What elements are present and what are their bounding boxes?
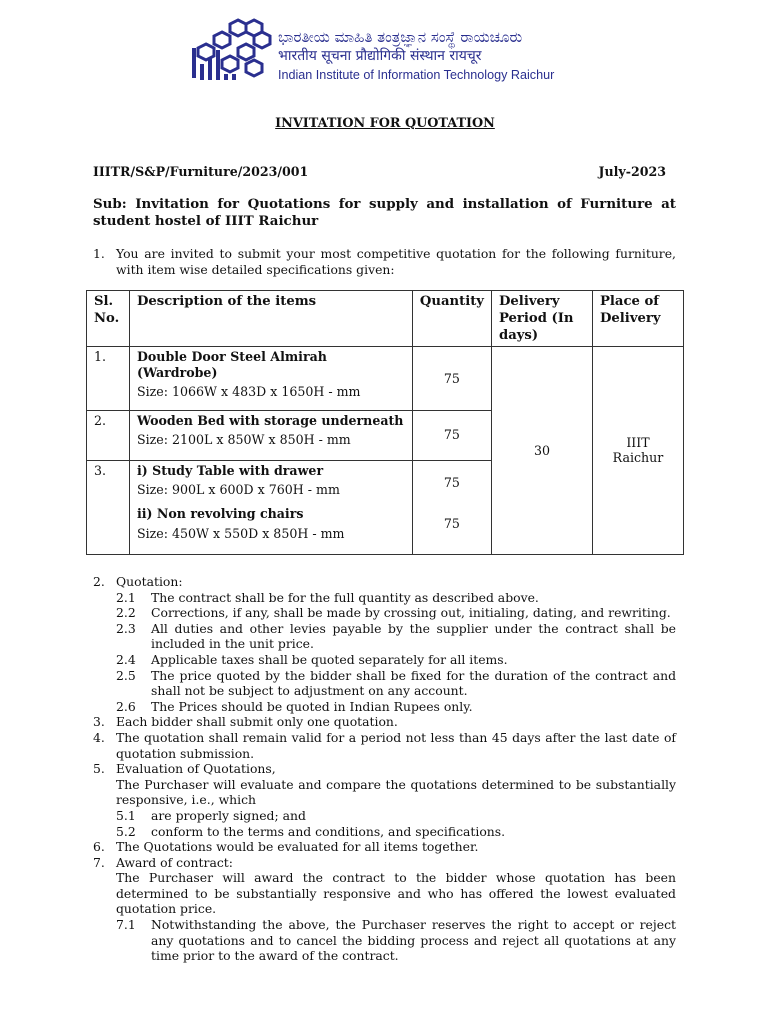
table-header-row xyxy=(87,291,684,347)
item-size: Size: 1066W x 483D x 1650H - mm xyxy=(136,384,361,400)
institute-logo xyxy=(190,18,590,88)
header-quantity: Quantity xyxy=(412,291,491,347)
terms-list xyxy=(93,574,676,964)
list-subitem xyxy=(93,808,676,824)
item-body: The Purchaser will award the contract to the bidder whose quotation has been determined to be substantially responsive and who has offered the lowest evaluated quotation price. xyxy=(116,870,676,917)
subitem-number: 2.5 xyxy=(116,667,136,683)
list-subitem xyxy=(93,652,676,668)
header-place-of-delivery: Place of Delivery xyxy=(592,291,683,347)
item-name: i) Study Table with drawer xyxy=(136,462,324,478)
item-number: 3. xyxy=(93,714,105,730)
subitem-number: 2.1 xyxy=(116,589,136,605)
subitem-text: The Prices should be quoted in Indian Rupees only. xyxy=(151,698,473,714)
item-size: Size: 900L x 600D x 760H - mm xyxy=(136,482,340,498)
subitem-text: conform to the terms and conditions, and specifications. xyxy=(151,823,506,839)
quantity-1: 75 xyxy=(443,474,460,490)
delivery-period-cell: 30 xyxy=(491,347,592,555)
item-number: 7. xyxy=(93,854,105,870)
logo-text-english: Indian Institute of Information Technology Raichur xyxy=(278,68,555,82)
item-number: 5. xyxy=(93,761,105,777)
list-subitem xyxy=(93,605,676,621)
row-description xyxy=(129,460,412,554)
list-subitem xyxy=(93,699,676,715)
list-subitem xyxy=(93,917,676,964)
row-sl: 3. xyxy=(87,460,130,554)
item-name: Wooden Bed with storage underneath xyxy=(136,412,404,428)
row-quantity: 75 xyxy=(412,410,491,460)
row-sl: 2. xyxy=(87,410,130,460)
item-name: Double Door Steel Almirah (Wardrobe) xyxy=(136,349,327,380)
subject-line: Sub: Invitation for Quotations for supply and installation of Furniture at student hostel of IIIT Raichur xyxy=(93,196,676,229)
item-size: Size: 2100L x 850W x 850H - mm xyxy=(136,432,351,448)
list-item xyxy=(93,839,676,855)
subitem-text: are properly signed; and xyxy=(151,807,306,823)
document-date: July-2023 xyxy=(598,164,666,179)
row-quantity xyxy=(412,460,491,554)
quantity-2: 75 xyxy=(443,516,460,532)
list-subitem xyxy=(93,621,676,652)
list-item xyxy=(93,730,676,761)
paragraph-1 xyxy=(93,246,676,277)
list-item xyxy=(93,761,676,808)
place-of-delivery-cell: IIIT Raichur xyxy=(592,347,683,555)
subitem-text: Applicable taxes shall be quoted separately for all items. xyxy=(151,651,508,667)
item-number: 6. xyxy=(93,839,105,855)
logo-text-hindi: भारतीय सूचना प्रौद्योगिकी संस्थान रायचूर xyxy=(278,48,482,64)
document-title: INVITATION FOR QUOTATION xyxy=(275,116,495,131)
item-text: Each bidder shall submit only one quotation. xyxy=(116,714,398,730)
header-description: Description of the items xyxy=(129,291,412,347)
item-size-2: Size: 450W x 550D x 850H - mm xyxy=(136,525,345,541)
hexagon-logo-icon xyxy=(190,18,274,84)
logo-text-kannada: ಭಾರತೀಯ ಮಾಹಿತಿ ತಂತ್ರಜ್ಞಾನ ಸಂಸ್ಥೆ ರಾಯಚೂರು xyxy=(278,28,523,46)
reference-number: IIITR/S&P/Furniture/2023/001 xyxy=(93,164,309,179)
header-sl-no: Sl. No. xyxy=(87,291,130,347)
subitem-number: 2.3 xyxy=(116,620,136,636)
item-name-2: ii) Non revolving chairs xyxy=(136,505,304,521)
subitem-text: Corrections, if any, shall be made by crossing out, initialing, dating, and rewriting. xyxy=(151,605,671,621)
subitem-number: 2.4 xyxy=(116,651,136,667)
list-item xyxy=(93,714,676,730)
subitem-number: 2.6 xyxy=(116,698,136,714)
header-delivery-period: Delivery Period (In days) xyxy=(491,291,592,347)
paragraph-text: You are invited to submit your most competitive quotation for the following furniture, with item wise detailed specifications given: xyxy=(116,246,676,277)
item-body: The Purchaser will evaluate and compare the quotations determined to be substantially responsive, i.e., which xyxy=(116,776,676,808)
row-description xyxy=(129,347,412,411)
subitem-text: Notwithstanding the above, the Purchaser reserves the right to accept or reject any quotations and to cancel the bidding process and reject all quotations at any time prior to the award of the contract. xyxy=(151,917,676,964)
item-text: Award of contract: xyxy=(116,854,233,870)
list-item xyxy=(93,574,676,590)
subitem-number: 2.2 xyxy=(116,605,136,621)
subitem-number: 7.1 xyxy=(116,917,136,933)
paragraph-number: 1. xyxy=(93,246,105,261)
item-number: 2. xyxy=(93,574,105,589)
item-text: The quotation shall remain valid for a period not less than 45 days after the last date of quotation submission. xyxy=(116,729,676,761)
list-subitem xyxy=(93,668,676,699)
items-table xyxy=(86,290,684,555)
subitem-text: All duties and other levies payable by the supplier under the contract shall be included in the unit price. xyxy=(151,620,676,652)
item-text: The Quotations would be evaluated for all items together. xyxy=(116,839,479,855)
subitem-number: 5.2 xyxy=(116,823,136,839)
subitem-text: The price quoted by the bidder shall be fixed for the duration of the contract and shall not be subject to adjustment on any account. xyxy=(151,667,676,699)
row-sl: 1. xyxy=(87,347,130,411)
item-number: 4. xyxy=(93,729,105,745)
subitem-number: 5.1 xyxy=(116,807,136,823)
subitem-text: The contract shall be for the full quantity as described above. xyxy=(151,589,539,605)
table-row xyxy=(87,347,684,411)
row-quantity: 75 xyxy=(412,347,491,411)
list-subitem xyxy=(93,824,676,840)
item-text: Quotation: xyxy=(116,574,183,589)
list-item xyxy=(93,855,676,917)
row-description xyxy=(129,410,412,460)
list-subitem xyxy=(93,590,676,606)
item-text: Evaluation of Quotations, xyxy=(116,761,276,777)
